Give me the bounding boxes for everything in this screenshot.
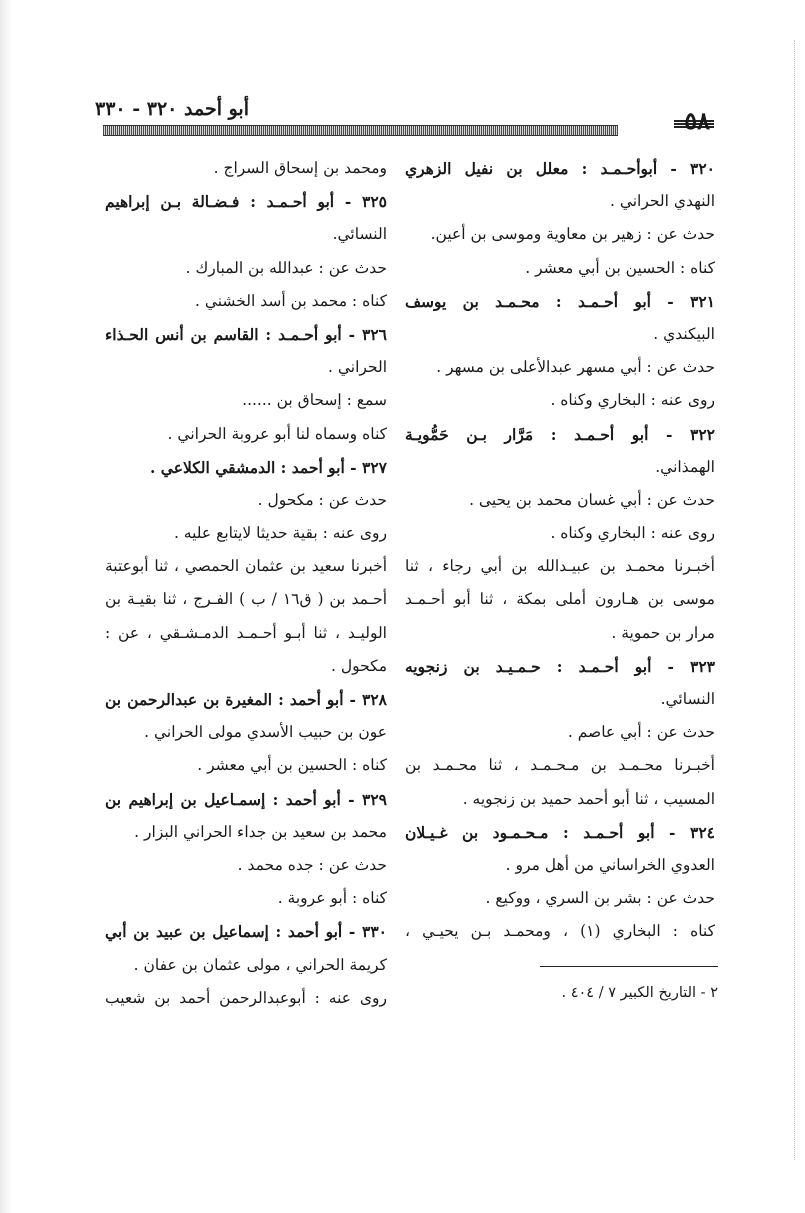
text-line: حدث عن : مكحول . <box>257 490 387 509</box>
text-line: المسيب ، ثنا أبو أحمد حميد بن زنجويه . <box>462 789 715 808</box>
text-line: العدوي الخراساني من أهل مرو . <box>505 855 715 874</box>
text-line: النسائي. <box>332 225 387 244</box>
page-header <box>95 98 710 138</box>
header-rule <box>103 125 618 136</box>
text-line: النسائي. <box>660 690 715 708</box>
text-line: حدث عن : أبي مسهر عبدالأعلى بن مسهر . <box>436 358 715 377</box>
entry-heading-330: ٣٣٠ - أبو أحمد : إسماعيل بن عبيد بن أبي <box>105 922 387 942</box>
text-line: النهدي الحراني . <box>609 192 715 211</box>
text-line: محمد بن سعيد بن جداء الحراني البزار . <box>134 822 387 841</box>
entry-heading-320: ٣٢٠ - أبوأحـمـد : معلل بن نفيل الزهري <box>405 159 715 178</box>
text-line: حدث عن : جده محمد . <box>237 855 387 874</box>
text-line: البيكندي . <box>653 324 715 343</box>
text-line: أخبـرنا محـمـد بن مـحـمـد ، ثنا محـمـد بن <box>405 756 715 775</box>
entry-heading-329: ٣٢٩ - أبو أحمد : إسمـاعيل بن إبراهيم بن <box>105 789 387 809</box>
text-line: كناه وسماه لنا أبو عروبة الحراني . <box>167 424 387 443</box>
text-line: مرار بن حموية . <box>611 623 715 642</box>
text-line: مكحول . <box>331 656 387 675</box>
entry-heading-328: ٣٢٨ - أبو أحمد : المغيرة بن عبدالرحمن بن <box>105 690 387 709</box>
running-head: أبو أحمد ٣٢٠ - ٣٣٠ <box>95 98 249 120</box>
text-line: عون بن حبيب الأسدي مولى الحراني . <box>144 723 387 742</box>
entry-heading-324: ٣٢٤ - أبو أحـمـد : مـحـمـود بن غـيـلان <box>405 822 715 842</box>
text-line: حدث عن : عبدالله بن المبارك . <box>185 258 387 277</box>
text-line: كناه : الحسين بن أبي معشر . <box>525 258 715 277</box>
right-column <box>405 152 715 949</box>
entry-heading-327: ٣٢٧ - أبو أحمد : الدمشقي الكلاعي . <box>150 457 387 477</box>
text-line: الحراني . <box>328 358 387 377</box>
text-line: حدث عن : أبي غسان محمد بن يحيى . <box>469 490 715 509</box>
text-line: الهمذاني. <box>655 457 715 476</box>
left-column <box>105 152 387 1015</box>
text-line: كناه : أبو عروبة . <box>277 889 387 908</box>
text-line: روى عنه : البخاري وكناه . <box>550 524 715 543</box>
margin-dotted-line <box>793 40 795 1160</box>
text-line: حدث عن : أبي عاصم . <box>567 723 715 742</box>
text-line: كناه : الحسين بن أبي معشر . <box>197 756 387 775</box>
text-line: حدث عن : بشر بن السري ، ووكيع . <box>485 889 715 908</box>
footnote-rule <box>540 966 718 967</box>
text-line: كناه : البخاري (١) ، ومحمـد بـن يحيـي ، <box>405 922 715 941</box>
text-line: سمع : إسحاق بن ...... <box>242 391 387 410</box>
entry-heading-322: ٣٢٢ - أبو أحـمـد : مَرَّار بـن حَمُّويـة <box>405 424 715 444</box>
text-line: ومحمد بن إسحاق السراج . <box>213 159 387 177</box>
text-line: روى عنه : البخاري وكناه . <box>550 391 715 410</box>
page-edge-shadow <box>0 0 12 1213</box>
entry-heading-321: ٣٢١ - أبو أحـمـد : محـمـد بن يوسف <box>405 291 715 311</box>
text-line: روى عنه : بقية حديثا لايتابع عليه . <box>173 524 387 543</box>
text-line: حدث عن : زهير بن معاوية وموسى بن أعين. <box>430 225 715 244</box>
footnote: ٢ - التاريخ الكبير ٧ / ٤٠٤ . <box>561 985 718 1001</box>
page-number: ٥٨ <box>684 106 710 135</box>
entry-heading-325: ٣٢٥ - أبو أحـمـد : فـضـالة بـن إبراهيم <box>105 192 387 212</box>
text-line: موسى بن هـارون أملى بمكة ، ثنا أبو أحـمـد <box>405 590 715 609</box>
text-line: كريمة الحراني ، مولى عثمان بن عفان . <box>133 955 387 974</box>
entry-heading-323: ٣٢٣ - أبو أحـمـد : حـمـيـد بن زنجويه <box>405 656 715 676</box>
text-line: الوليـد ، ثنا أبـو أحـمـد الدمـشـقي ، عن : <box>105 623 387 642</box>
text-line: أخبـرنا محمـد بن عبيـدالله بن أبي رجاء ، ثنا <box>405 557 715 576</box>
text-line: أحـمد بن ( ق١٦ / ب ) الفـرج ، ثنا بقيـة بن <box>105 590 387 609</box>
text-line: كناه : محمد بن أسد الخشني . <box>194 291 387 310</box>
text-line: أخبرنا سعيد بن عثمان الحمصي ، ثنا أبوعتبة <box>105 557 387 576</box>
entry-heading-326: ٣٢٦ - أبو أحـمـد : القاسم بن أنس الحـذاء <box>105 324 387 344</box>
text-line: روى عنه : أبوعبدالرحمن أحمد بن شعيب <box>105 988 387 1007</box>
